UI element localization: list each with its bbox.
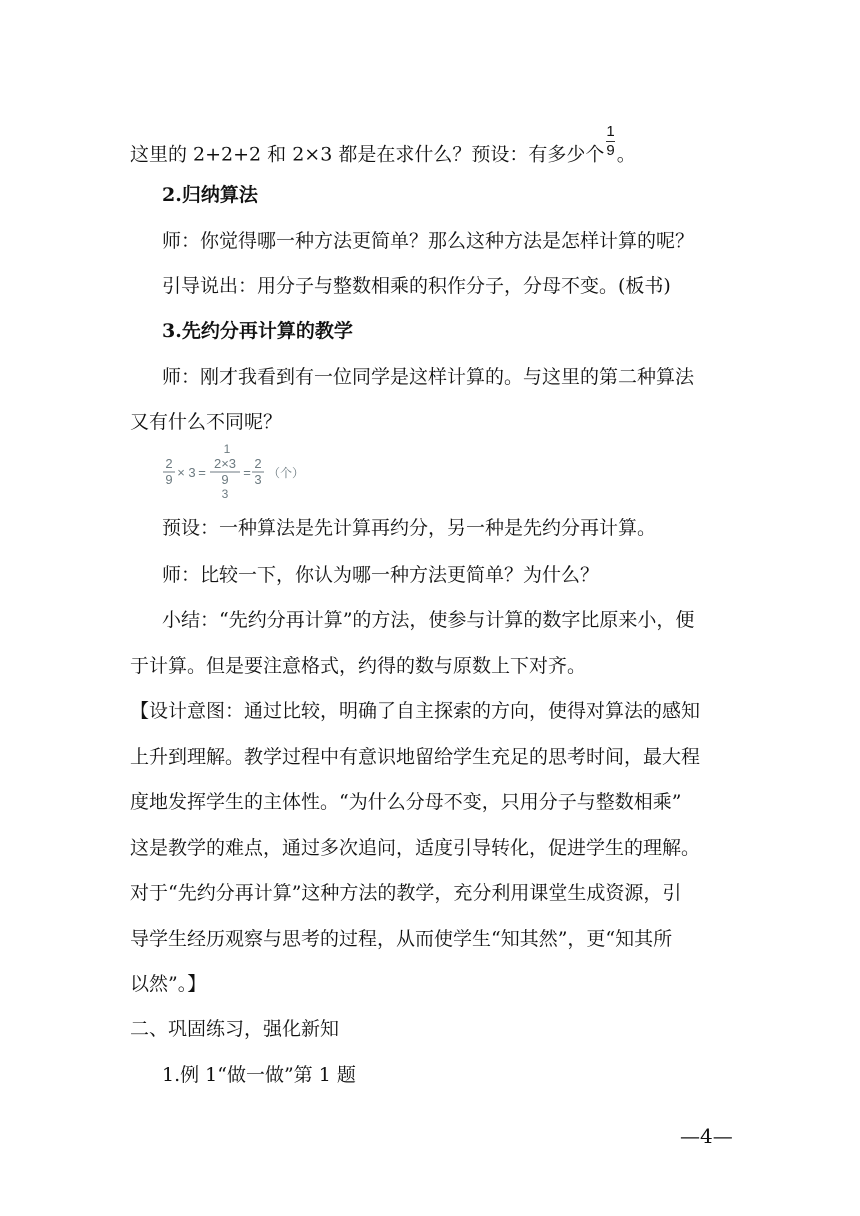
section-heading-3: 3.先约分再计算的教学 [162,320,353,342]
design-intent-line: 导学生经历观察与思考的过程，从而使学生“知其然”，更“知其所 [130,928,673,950]
formula-reduced-top: 1 [223,442,231,456]
exercise-item: 1.例 1“做一做”第 1 题 [162,1064,356,1086]
paragraph-line: 又有什么不同呢？ [130,411,283,433]
fraction-denominator: 9 [606,142,615,159]
formula-big-numerator: 2×3 [213,456,237,471]
formula-big-denominator: 9 [221,472,229,487]
fraction-numerator: 1 [606,123,615,140]
formula-result-denominator: 3 [254,472,262,487]
fraction-one-ninth [606,124,614,159]
page-number: —4— [680,1124,733,1148]
design-intent-line: 这是教学的难点，通过多次追问，适度引导转化，促进学生的理解。 [130,837,701,859]
formula-unit: （个） [268,466,305,480]
formula-equals: = [198,465,206,480]
formula-frac-denominator: 9 [165,472,173,487]
formula-result-numerator: 2 [254,456,262,471]
design-intent-line: 度地发挥学生的主体性。“为什么分母不变，只用分子与整数相乘” [130,791,682,813]
line-end: 。 [616,143,636,166]
paragraph-line: 师：刚才我看到有一位同学是这样计算的。与这里的第二种算法 [162,366,695,388]
design-intent-line: 上升到理解。教学过程中有意识地留给学生充足的思考时间，最大程 [130,746,701,768]
paragraph-line: 于计算。但是要注意格式，约得的数与原数上下对齐。 [130,655,587,677]
line-text: 这里的 2+2+2 和 2×3 都是在求什么？预设：有多少个 [130,143,605,166]
section-heading-2: 2.归纳算法 [162,184,258,206]
paragraph-line: 师：比较一下，你认为哪一种方法更简单？为什么？ [162,564,600,586]
section-heading-two: 二、巩固练习，强化新知 [130,1018,340,1040]
formula-image [160,442,320,500]
formula-frac-numerator: 2 [165,456,173,471]
paragraph-line: 引导说出：用分子与整数相乘的积作分子，分母不变。(板书) [162,275,671,297]
formula-reduced-bottom: 3 [221,487,229,500]
formula-three: 3 [188,465,196,480]
formula-equals-2: = [243,465,251,480]
paragraph-line: 师：你觉得哪一种方法更简单？那么这种方法是怎样计算的呢？ [162,230,695,252]
design-intent-line: 以然”。】 [130,973,207,995]
design-intent-line: 【设计意图：通过比较，明确了自主探索的方向，使得对算法的感知 [130,700,701,722]
formula-times: × [177,465,185,480]
paragraph-line: 预设：一种算法是先计算再约分，另一种是先约分再计算。 [162,517,657,539]
paragraph-line: 小结：“先约分再计算”的方法，使参与计算的数字比原来小，便 [162,609,695,631]
paragraph-line [130,123,730,173]
design-intent-line: 对于“先约分再计算”这种方法的教学，充分利用课堂生成资源，引 [130,882,682,904]
